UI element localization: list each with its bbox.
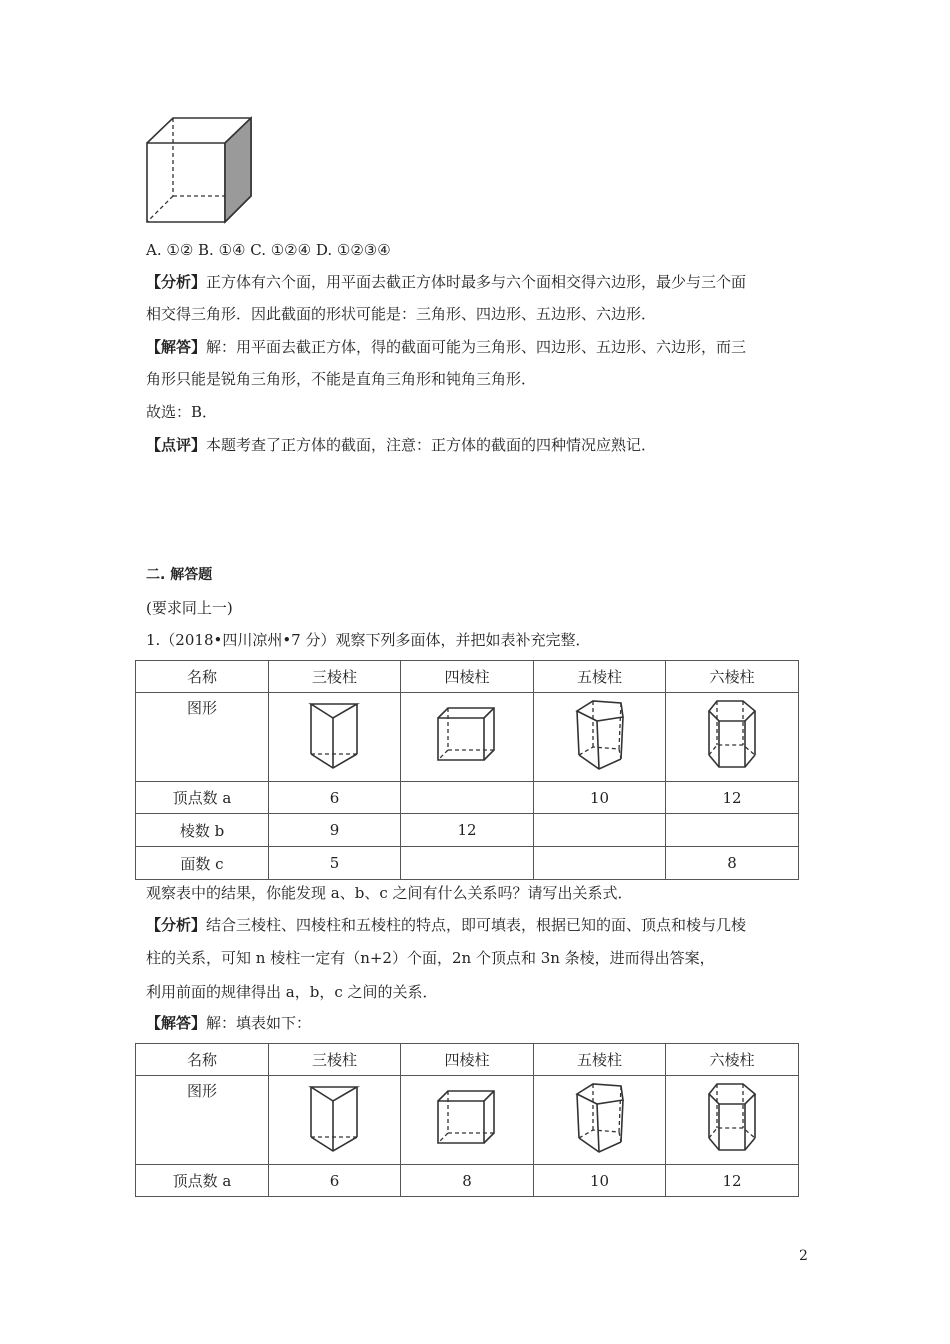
hexagonal-prism-cell: [666, 693, 799, 782]
table-cell: 12: [666, 1165, 799, 1197]
table-cell: [401, 782, 534, 814]
pentagonal-prism-cell: [534, 1076, 666, 1165]
table-cell: 9: [269, 814, 401, 847]
header-hexagonal-prism: 六棱柱: [666, 1044, 799, 1076]
quadrangular-prism-figure: [434, 1087, 500, 1149]
solution-tag: 【解答】: [146, 338, 207, 356]
table-cell: 12: [666, 782, 799, 814]
pentagonal-prism-figure: [571, 695, 629, 775]
solution-2: 【解答】解：填表如下：: [146, 1014, 312, 1032]
solution-tag: 【解答】: [146, 1014, 207, 1032]
analysis-2-line-1: 【分析】结合三棱柱、四棱柱和五棱柱的特点，即可填表，根据已知的面、顶点和棱与几棱: [146, 916, 747, 934]
table-cell: 6: [269, 782, 401, 814]
hexagonal-prism-figure: [703, 1078, 761, 1158]
solution-1-line-1: 【解答】解：用平面去截正方体，得的截面可能为三角形、四边形、五边形、六边形，而三: [146, 338, 747, 356]
header-name: 名称: [136, 661, 269, 693]
cube-figure: [140, 112, 260, 230]
table-row: [136, 1165, 799, 1197]
table-cell: [534, 814, 666, 847]
analysis-1-line-1: 【分析】正方体有六个面，用平面去截正方体时最多与六个面相交得六边形，最少与三个面: [146, 273, 747, 291]
table-row: [136, 782, 799, 814]
shape-label: 图形: [136, 693, 269, 782]
analysis-tag: 【分析】: [146, 916, 207, 934]
header-pentagonal-prism: 五棱柱: [534, 661, 666, 693]
table-row: [136, 693, 799, 782]
polyhedra-table-2: [135, 1043, 799, 1197]
table-cell: 8: [666, 847, 799, 880]
table-cell: 5: [269, 847, 401, 880]
table-cell: 10: [534, 1165, 666, 1197]
analysis-tag: 【分析】: [146, 273, 207, 291]
analysis-1-line-2: 相交得三角形．因此截面的形状可能是：三角形、四边形、五边形、六边形．: [146, 305, 657, 323]
edge-label: 棱数 b: [136, 814, 269, 847]
triangular-prism-cell: [269, 1076, 401, 1165]
quadrangular-prism-figure: [434, 704, 500, 766]
section-2-note: (要求同上一): [146, 599, 233, 617]
table-cell: 6: [269, 1165, 401, 1197]
triangular-prism-figure: [307, 1081, 363, 1155]
analysis-2-line-2: 柱的关系，可知 n 棱柱一定有（n+2）个面，2n 个顶点和 3n 条棱，进而得出答案，: [146, 949, 715, 967]
quadrangular-prism-cell: [401, 1076, 534, 1165]
vertex-label: 顶点数 a: [136, 1165, 269, 1197]
question-followup: 观察表中的结果，你能发现 a、b、c 之间有什么关系吗？请写出关系式．: [146, 884, 633, 902]
hexagonal-prism-figure: [703, 695, 761, 775]
header-pentagonal-prism: 五棱柱: [534, 1044, 666, 1076]
section-2-title: 二. 解答题: [146, 567, 213, 583]
triangular-prism-cell: [269, 693, 401, 782]
question-options: A. ①② B. ①④ C. ①②④ D. ①②③④: [146, 241, 391, 259]
table-row: [136, 847, 799, 880]
header-triangular-prism: 三棱柱: [269, 1044, 401, 1076]
quadrangular-prism-cell: [401, 693, 534, 782]
table-cell: 10: [534, 782, 666, 814]
header-quadrangular-prism: 四棱柱: [401, 1044, 534, 1076]
table-row: [136, 1076, 799, 1165]
pentagonal-prism-figure: [571, 1078, 629, 1158]
header-hexagonal-prism: 六棱柱: [666, 661, 799, 693]
face-label: 面数 c: [136, 847, 269, 880]
polyhedra-table-1: [135, 660, 799, 880]
shape-label: 图形: [136, 1076, 269, 1165]
comment-1: 【点评】本题考查了正方体的截面，注意：正方体的截面的四种情况应熟记．: [146, 436, 657, 454]
pentagonal-prism-cell: [534, 693, 666, 782]
table-cell: 12: [401, 814, 534, 847]
question-1-text: 1.（2018•四川凉州•7 分）观察下列多面体，并把如表补充完整．: [146, 631, 591, 649]
table-row: [136, 1044, 799, 1076]
hexagonal-prism-cell: [666, 1076, 799, 1165]
table-row: [136, 814, 799, 847]
triangular-prism-figure: [307, 698, 363, 772]
table-cell: [401, 847, 534, 880]
table-row: [136, 661, 799, 693]
header-name: 名称: [136, 1044, 269, 1076]
header-triangular-prism: 三棱柱: [269, 661, 401, 693]
page-number: 2: [799, 1248, 808, 1264]
table-cell: [534, 847, 666, 880]
comment-tag: 【点评】: [146, 436, 207, 454]
vertex-label: 顶点数 a: [136, 782, 269, 814]
answer-1: 故选：B．: [146, 403, 218, 421]
header-quadrangular-prism: 四棱柱: [401, 661, 534, 693]
solution-1-line-2: 角形只能是锐角三角形，不能是直角三角形和钝角三角形．: [146, 370, 537, 388]
analysis-2-line-3: 利用前面的规律得出 a，b，c 之间的关系．: [146, 983, 438, 1001]
table-cell: [666, 814, 799, 847]
table-cell: 8: [401, 1165, 534, 1197]
